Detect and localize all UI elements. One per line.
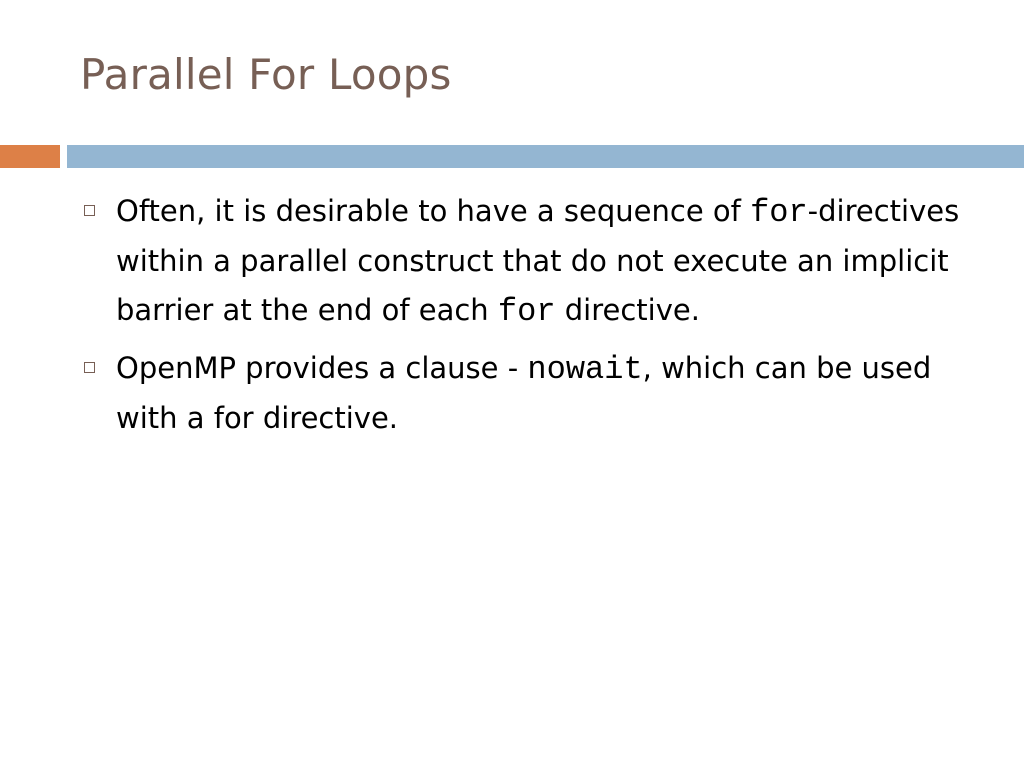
hollow-square-icon [84,205,95,216]
bullet-text: , which can be used with a for directive. [116,351,932,435]
bullet-item-nowait-clause [80,344,980,443]
code-keyword-for: for [750,194,808,231]
title-divider-band [67,145,1024,168]
code-keyword-nowait: nowait [527,351,643,388]
bullet-item-sequence-of-for [80,187,980,336]
code-keyword-for: for [497,293,556,330]
bullet-list [80,187,980,451]
bullet-text: Often, it is desirable to have a sequence of [116,194,751,228]
bullet-text: -directives within a parallel construct that do not execute an implicit barrier at the end of each [116,194,960,327]
title-accent-band [0,145,60,168]
bullet-text: OpenMP provides a clause - [116,351,528,385]
slide-title: Parallel For Loops [80,50,452,99]
hollow-square-icon [84,362,95,373]
bullet-text: directive. [555,293,700,327]
